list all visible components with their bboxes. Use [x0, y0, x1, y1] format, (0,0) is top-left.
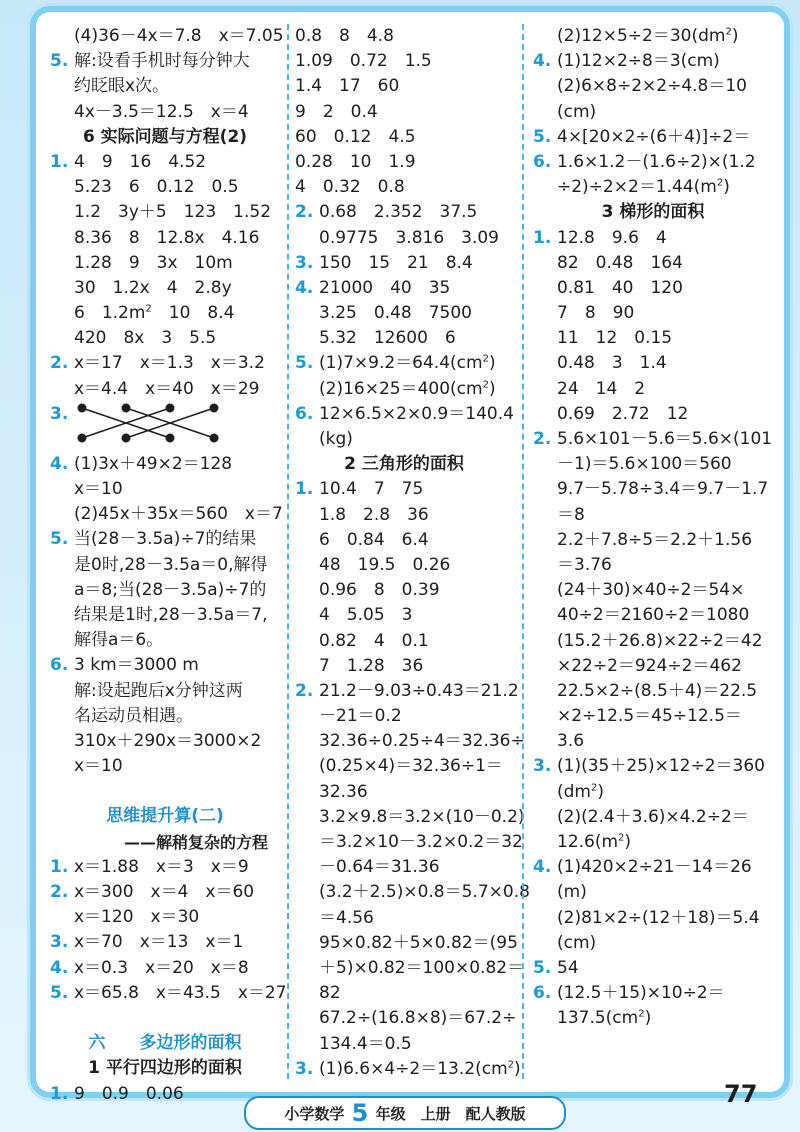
answer-line: 1.4 17 60 — [295, 76, 400, 97]
special-heading: 思维提升算(二) — [106, 806, 224, 827]
item-text: x＝17 x＝1.3 x＝3.2 — [74, 353, 265, 374]
answer-line: 结果是1时,28－3.5a＝7, — [74, 604, 268, 625]
answer-line: 名运动员相遇。 — [74, 705, 193, 726]
answer-item — [295, 679, 519, 704]
answer-line: x＝10 — [74, 756, 123, 777]
chapter-heading — [50, 1031, 280, 1056]
item-number: 4. — [50, 453, 69, 474]
answer-line: (2)45x＋35x＝560 x＝7 — [74, 504, 283, 525]
answer-line: ＝3.76 — [557, 554, 612, 575]
answer-line: 6 0.84 6.4 — [319, 529, 429, 550]
match-dot — [166, 403, 175, 412]
page-number: 77 — [724, 1080, 758, 1108]
item-number: 2. — [295, 680, 314, 701]
column-left — [50, 24, 287, 1107]
match-dot — [78, 433, 87, 442]
answer-item — [50, 49, 280, 74]
item-text: 当(28－3.5a)÷7的结果 — [74, 529, 257, 550]
item-number: 3. — [533, 756, 552, 777]
answer-line: 1.8 2.8 36 — [319, 504, 429, 525]
item-text: 1.6×1.2－(1.6÷2)×(1.2 — [557, 151, 756, 172]
answer-line: (3.2＋2.5)×0.8＝5.7×0.8 — [319, 882, 530, 903]
item-number: 4. — [295, 277, 314, 298]
footer-badge — [244, 1096, 566, 1130]
item-number: 2. — [50, 882, 69, 902]
answer-item — [50, 930, 280, 955]
answer-line: (m) — [557, 882, 587, 903]
item-number: 2. — [533, 429, 552, 449]
item-number: 1. — [50, 151, 69, 172]
item-text: (1)12×2÷8＝3(cm) — [557, 51, 720, 72]
answer-line: 0.69 2.72 12 — [557, 403, 689, 424]
answer-line: $137.5(cm^2)$ — [557, 1008, 652, 1029]
answer-line: x＝120 x＝30 — [74, 907, 200, 928]
answer-item — [50, 981, 287, 1006]
item-number: 6. — [295, 403, 314, 424]
footer-edition: 年级 上册 配人教版 — [375, 1105, 526, 1123]
section-heading: 2 三角形的面积 — [344, 454, 464, 475]
item-number: 6. — [50, 655, 69, 676]
answer-line: 11 12 0.15 — [557, 328, 673, 349]
answer-line: －0.64＝31.36 — [319, 857, 440, 878]
answer-line: a＝8;当(28－3.5a)÷7的 — [74, 579, 267, 600]
answer-line: $(2)12\times 5\div 2=30(dm^2)$ — [557, 26, 739, 46]
answer-line: (2)81×2÷(12＋18)＝5.4 — [557, 907, 760, 928]
answer-line: 0.82 4 0.1 — [319, 630, 429, 651]
answer-line: 0.9775 3.816 3.09 — [319, 227, 500, 248]
answer-item — [295, 251, 513, 276]
item-text: (12.5＋15)×10÷2＝ — [557, 983, 725, 1004]
answer-line: ＝3.2×10－3.2×0.2＝32 — [319, 832, 523, 852]
item-text: 4 9 16 4.52 — [74, 151, 207, 172]
item-text: 解:设看手机时每分钟大 — [74, 51, 250, 72]
answer-line: 7 1.28 36 — [319, 655, 424, 676]
answer-line: 420 8x 3 5.5 — [74, 328, 217, 349]
item-text: (1)3x＋49×2＝128 — [74, 453, 233, 474]
answer-line: $12.6(m^2)$ — [557, 832, 632, 852]
item-number: 5. — [533, 957, 552, 978]
match-dot — [122, 403, 131, 412]
item-number: 2. — [50, 353, 69, 374]
answer-item — [295, 1057, 521, 1082]
answer-line: 1.09 0.72 1.5 — [295, 51, 432, 72]
section-heading: 3 梯形的面积 — [601, 202, 705, 223]
answer-line: 40÷2＝2160÷2＝1080 — [557, 605, 750, 626]
answer-line: 32.36÷0.25÷4＝32.36÷ — [319, 731, 525, 752]
item-number: 3. — [50, 932, 69, 953]
answer-line: 解:设起跑后x分钟这两 — [74, 680, 243, 701]
answer-line: 32.36 — [319, 781, 368, 802]
answer-item — [533, 49, 773, 74]
item-text: x＝65.8 x＝43.5 x＝27 — [74, 982, 287, 1003]
answer-item — [533, 226, 773, 251]
answer-line: 是0时,28－3.5a＝0,解得 — [74, 554, 268, 575]
answer-line: 1.2 3y＋5 123 1.52 — [74, 202, 272, 223]
item-text: x＝300 x＝4 x＝60 — [74, 882, 255, 902]
item-number: 3. — [50, 403, 69, 424]
answer-line: ＝8 — [557, 504, 585, 525]
item-number: 5. — [50, 529, 69, 550]
item-text: 12.8 9.6 4 — [557, 227, 667, 248]
answer-line: 6 $1.2m^2$ 10 8.4 — [74, 303, 235, 324]
column-divider — [522, 24, 524, 1079]
matching-diagram — [74, 402, 244, 444]
answer-line: (cm) — [557, 101, 597, 122]
item-number: 1. — [50, 856, 69, 877]
item-text: x＝0.3 x＝20 x＝8 — [74, 957, 249, 978]
column-right — [533, 24, 773, 1032]
special-subheading: ——解稍复杂的方程 — [123, 832, 268, 852]
answer-line: 5.32 12600 6 — [319, 328, 456, 349]
answer-line: (cm) — [557, 932, 597, 953]
answer-item — [50, 351, 280, 376]
answer-item — [533, 956, 773, 981]
answer-item — [533, 754, 773, 779]
answer-line: 24 14 2 — [557, 378, 646, 399]
answer-item — [295, 200, 513, 225]
item-number: 3. — [295, 252, 314, 273]
answer-line: 解得a＝6。 — [74, 630, 164, 651]
answer-line: 9 2 0.4 — [295, 101, 378, 122]
answer-item — [50, 956, 280, 981]
item-text: (1)(35＋25)×12÷2＝360 — [557, 756, 765, 777]
answer-line: 82 0.48 164 — [557, 252, 683, 273]
answer-line: 0.28 10 1.9 — [295, 151, 416, 172]
chapter-title: 多边形的面积 — [139, 1033, 242, 1054]
answer-item — [533, 427, 773, 452]
spacer — [50, 779, 280, 804]
answer-line: －21＝0.2 — [319, 706, 402, 727]
answer-item — [533, 855, 773, 880]
item-text: 21000 40 35 — [319, 277, 451, 298]
item-number: 6. — [533, 983, 552, 1004]
answer-line: 0.48 3 1.4 — [557, 353, 667, 374]
answer-line: 82 — [319, 983, 341, 1004]
item-text: 54 — [557, 957, 579, 978]
item-text: 9 0.9 0.06 — [74, 1083, 184, 1104]
match-dot — [210, 433, 219, 442]
answer-line: 4x－3.5＝12.5 x＝4 — [74, 101, 249, 122]
answer-line: $(2)16\times 25=400(cm^2)$ — [319, 378, 496, 399]
answer-line: (2)(2.4＋3.6)×4.2÷2＝ — [557, 806, 749, 827]
answer-line: 4 5.05 3 — [319, 605, 413, 626]
answer-line: 3.6 — [557, 731, 585, 752]
answer-line: (2)6×8÷2×2÷4.8＝10 — [557, 76, 747, 97]
answer-item — [295, 402, 513, 427]
item-text: x＝1.88 x＝3 x＝9 — [74, 856, 249, 877]
item-number: 4. — [533, 51, 552, 72]
answer-item — [50, 527, 280, 552]
answer-line: 8.36 8 12.8x 4.16 — [74, 227, 260, 248]
section-heading: 1 平行四边形的面积 — [88, 1058, 242, 1079]
item-text: 3 km＝3000 m — [74, 655, 199, 676]
item-text: 12×6.5×2×0.9＝140.4 — [319, 403, 514, 424]
section-heading: 6 实际问题与方程(2) — [82, 126, 248, 147]
item-text: 4×[20×2÷(6＋4)]÷2＝ — [557, 126, 751, 147]
item-number: 1. — [295, 479, 314, 500]
item-number: 5. — [50, 51, 69, 72]
answer-line: 0.96 8 0.39 — [319, 580, 440, 601]
item-text: 21.2－9.03÷0.43＝21.2 — [319, 680, 519, 701]
answer-line: 9.7－5.78÷3.4＝9.7－1.7 — [557, 479, 769, 500]
item-text: 5.6×101－5.6＝5.6×(101 — [557, 429, 773, 449]
answer-line: ×2÷12.5＝45÷12.5＝ — [557, 706, 742, 727]
column-divider — [287, 24, 289, 1079]
answer-item — [295, 276, 513, 301]
column-middle — [295, 24, 530, 1082]
answer-line: 2.2＋7.8÷5＝2.2＋1.56 — [557, 529, 753, 550]
answer-line: 7 8 90 — [557, 303, 635, 324]
answer-line: 0.8 8 4.8 — [295, 26, 394, 46]
chapter-number: 六 — [88, 1033, 106, 1054]
item-text: 0.68 2.352 37.5 — [319, 202, 478, 223]
item-text: x＝70 x＝13 x＝1 — [74, 932, 244, 953]
answer-line: 48 19.5 0.26 — [319, 554, 451, 575]
item-number: 2. — [295, 202, 314, 223]
answer-item — [50, 150, 280, 175]
item-text: 10.4 7 75 — [319, 479, 424, 500]
answer-line: 4 0.32 0.8 — [295, 177, 405, 198]
item-text: (1)420×2÷21－14＝26 — [557, 857, 752, 878]
answer-line: 3.25 0.48 7500 — [319, 303, 472, 324]
answer-item — [50, 880, 280, 905]
answer-line: x＝4.4 x＝40 x＝29 — [74, 378, 260, 399]
answer-line: ×22÷2＝924÷2＝462 — [557, 655, 742, 676]
item-number: 5. — [533, 126, 552, 147]
item-number: 3. — [295, 1058, 314, 1079]
answer-line: 22.5×2÷(8.5＋4)＝22.5 — [557, 680, 758, 701]
item-text: $(1)6.6\times 4\div 2=13.2(cm^2)$ — [319, 1058, 521, 1079]
match-dot — [210, 403, 219, 412]
answer-line: x＝10 — [74, 479, 123, 499]
answer-line: 95×0.82＋5×0.82＝(95 — [319, 932, 518, 953]
item-number: 1. — [50, 1083, 69, 1104]
answer-line: (0.25×4)＝32.36÷1＝ — [319, 756, 503, 777]
item-number: 5. — [50, 982, 69, 1003]
answer-item — [295, 351, 513, 376]
answer-item — [533, 125, 773, 150]
answer-line: －1)＝5.6×100＝560 — [557, 454, 732, 475]
answer-line: (kg) — [319, 429, 353, 449]
item-number: 5. — [295, 353, 314, 374]
answer-line: 0.81 40 120 — [557, 277, 683, 298]
answer-line: (24＋30)×40÷2＝54× — [557, 580, 745, 601]
answer-item — [295, 477, 513, 502]
answer-line: 134.4＝0.5 — [319, 1033, 412, 1054]
footer-subject: 小学数学 — [284, 1105, 345, 1123]
answer-line: $(dm^2)$ — [557, 781, 604, 802]
answer-item — [533, 150, 773, 175]
answer-item — [533, 981, 773, 1006]
answer-line: 1.28 9 3x 10m — [74, 252, 233, 273]
match-dot — [166, 433, 175, 442]
answer-item — [50, 452, 280, 477]
answer-line: 67.2÷(16.8×8)＝67.2÷ — [319, 1008, 517, 1029]
answer-line: 60 0.12 4.5 — [295, 126, 416, 147]
item-number: 4. — [533, 857, 552, 878]
item-number: 4. — [50, 957, 69, 978]
match-dot — [122, 433, 131, 442]
answer-line: (15.2＋26.8)×22÷2＝42 — [557, 630, 763, 651]
footer-grade: 5 — [351, 1099, 369, 1127]
answer-item — [50, 653, 280, 678]
answer-item — [50, 855, 280, 880]
item-text: 150 15 21 8.4 — [319, 252, 473, 273]
answer-line: 5.23 6 0.12 0.5 — [74, 177, 239, 198]
item-number: 6. — [533, 151, 552, 172]
answer-item — [50, 402, 280, 452]
item-text: $(1)7\times 9.2=64.4(cm^2)$ — [319, 353, 496, 374]
answer-line: 310x＋290x＝3000×2 — [74, 730, 262, 751]
answer-line: (4)36－4x＝7.8 x＝7.05 — [74, 26, 284, 46]
answer-line: ＝4.56 — [319, 907, 374, 928]
answer-line: 约眨眼x次。 — [74, 76, 170, 97]
answer-line: $\div 2)\div 2\times 2=1.44(m^2)$ — [557, 177, 730, 198]
answer-line: ＋5)×0.82＝100×0.82＝ — [319, 957, 525, 978]
spacer — [50, 1006, 280, 1031]
item-number: 1. — [533, 227, 552, 248]
answer-line: 3.2×9.8＝3.2×(10－0.2) — [319, 806, 525, 827]
match-dot — [78, 403, 87, 412]
answer-line: 30 1.2x 4 2.8y — [74, 277, 232, 298]
